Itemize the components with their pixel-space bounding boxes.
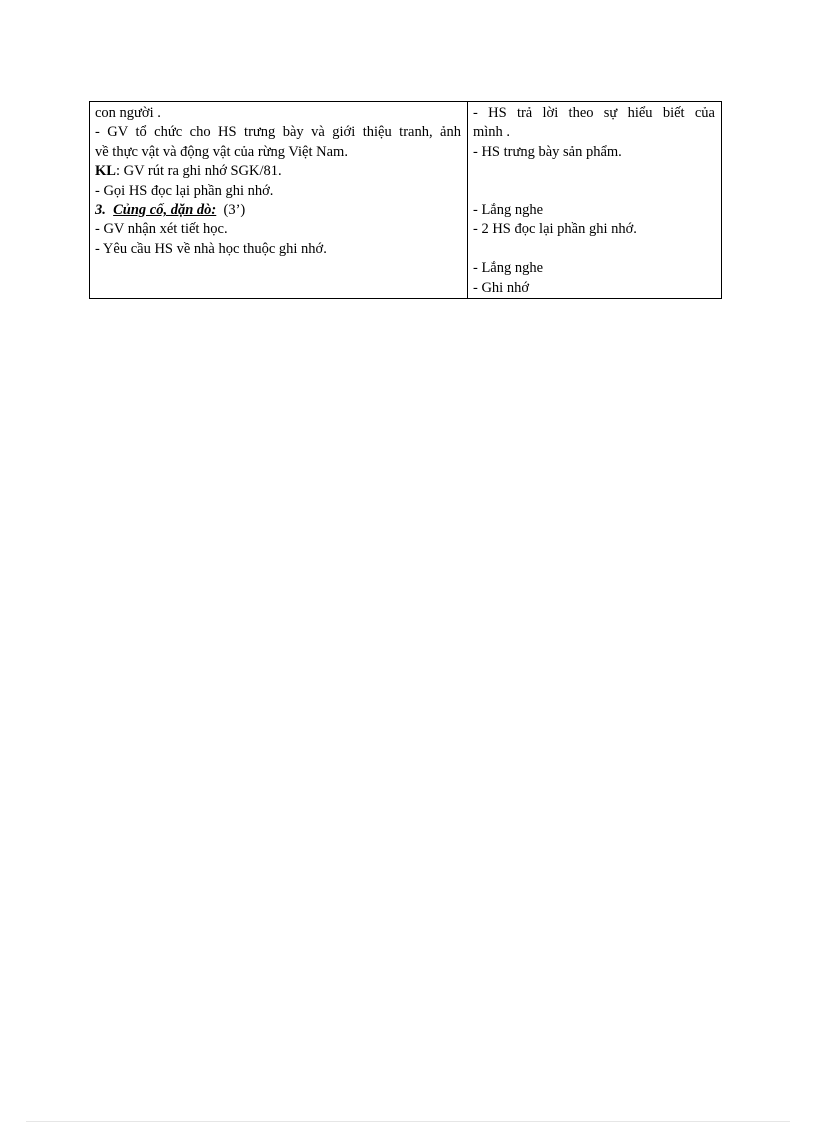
table-row xyxy=(90,102,722,299)
section-number: 3. xyxy=(95,202,106,219)
blank-line xyxy=(473,182,715,201)
conclusion-label: KL xyxy=(95,163,116,180)
teacher-activities-cell xyxy=(90,102,468,299)
text-line: - HS trả lời theo sự hiểu biết của xyxy=(473,105,715,121)
text-line: - Yêu cầu HS về nhà học thuộc ghi nhớ. xyxy=(95,240,327,257)
text-line: - GV tổ chức cho HS trưng bày và giới thiệu tranh, ảnh xyxy=(95,124,461,141)
blank-line xyxy=(473,162,715,181)
text-line: - Ghi nhớ xyxy=(473,279,529,296)
section-title: Củng cố, dặn dò: xyxy=(113,202,217,219)
text-line: về thực vật và động vật của rừng Việt Nam. xyxy=(95,143,348,160)
text-line: - HS trưng bày sản phẩm. xyxy=(473,143,622,160)
text-line: - 2 HS đọc lại phần ghi nhớ. xyxy=(473,221,637,238)
page-edge-divider xyxy=(26,1121,790,1122)
text-line: - Gọi HS đọc lại phần ghi nhớ. xyxy=(95,182,274,199)
conclusion-text: : GV rút ra ghi nhớ SGK/81. xyxy=(115,163,282,180)
text-line: mình . xyxy=(473,124,511,141)
text-line: - GV nhận xét tiết học. xyxy=(95,221,228,238)
student-activities-cell xyxy=(468,102,722,299)
conclusion-line xyxy=(95,162,461,181)
section-time: (3’) xyxy=(223,202,246,219)
text-line: - Lắng nghe xyxy=(473,260,544,277)
blank-line xyxy=(473,240,715,259)
lesson-table xyxy=(89,101,722,299)
blank-line xyxy=(95,259,461,278)
text-line: con người . xyxy=(95,105,161,121)
text-line: - Lắng nghe xyxy=(473,202,544,218)
section-heading xyxy=(95,201,461,220)
